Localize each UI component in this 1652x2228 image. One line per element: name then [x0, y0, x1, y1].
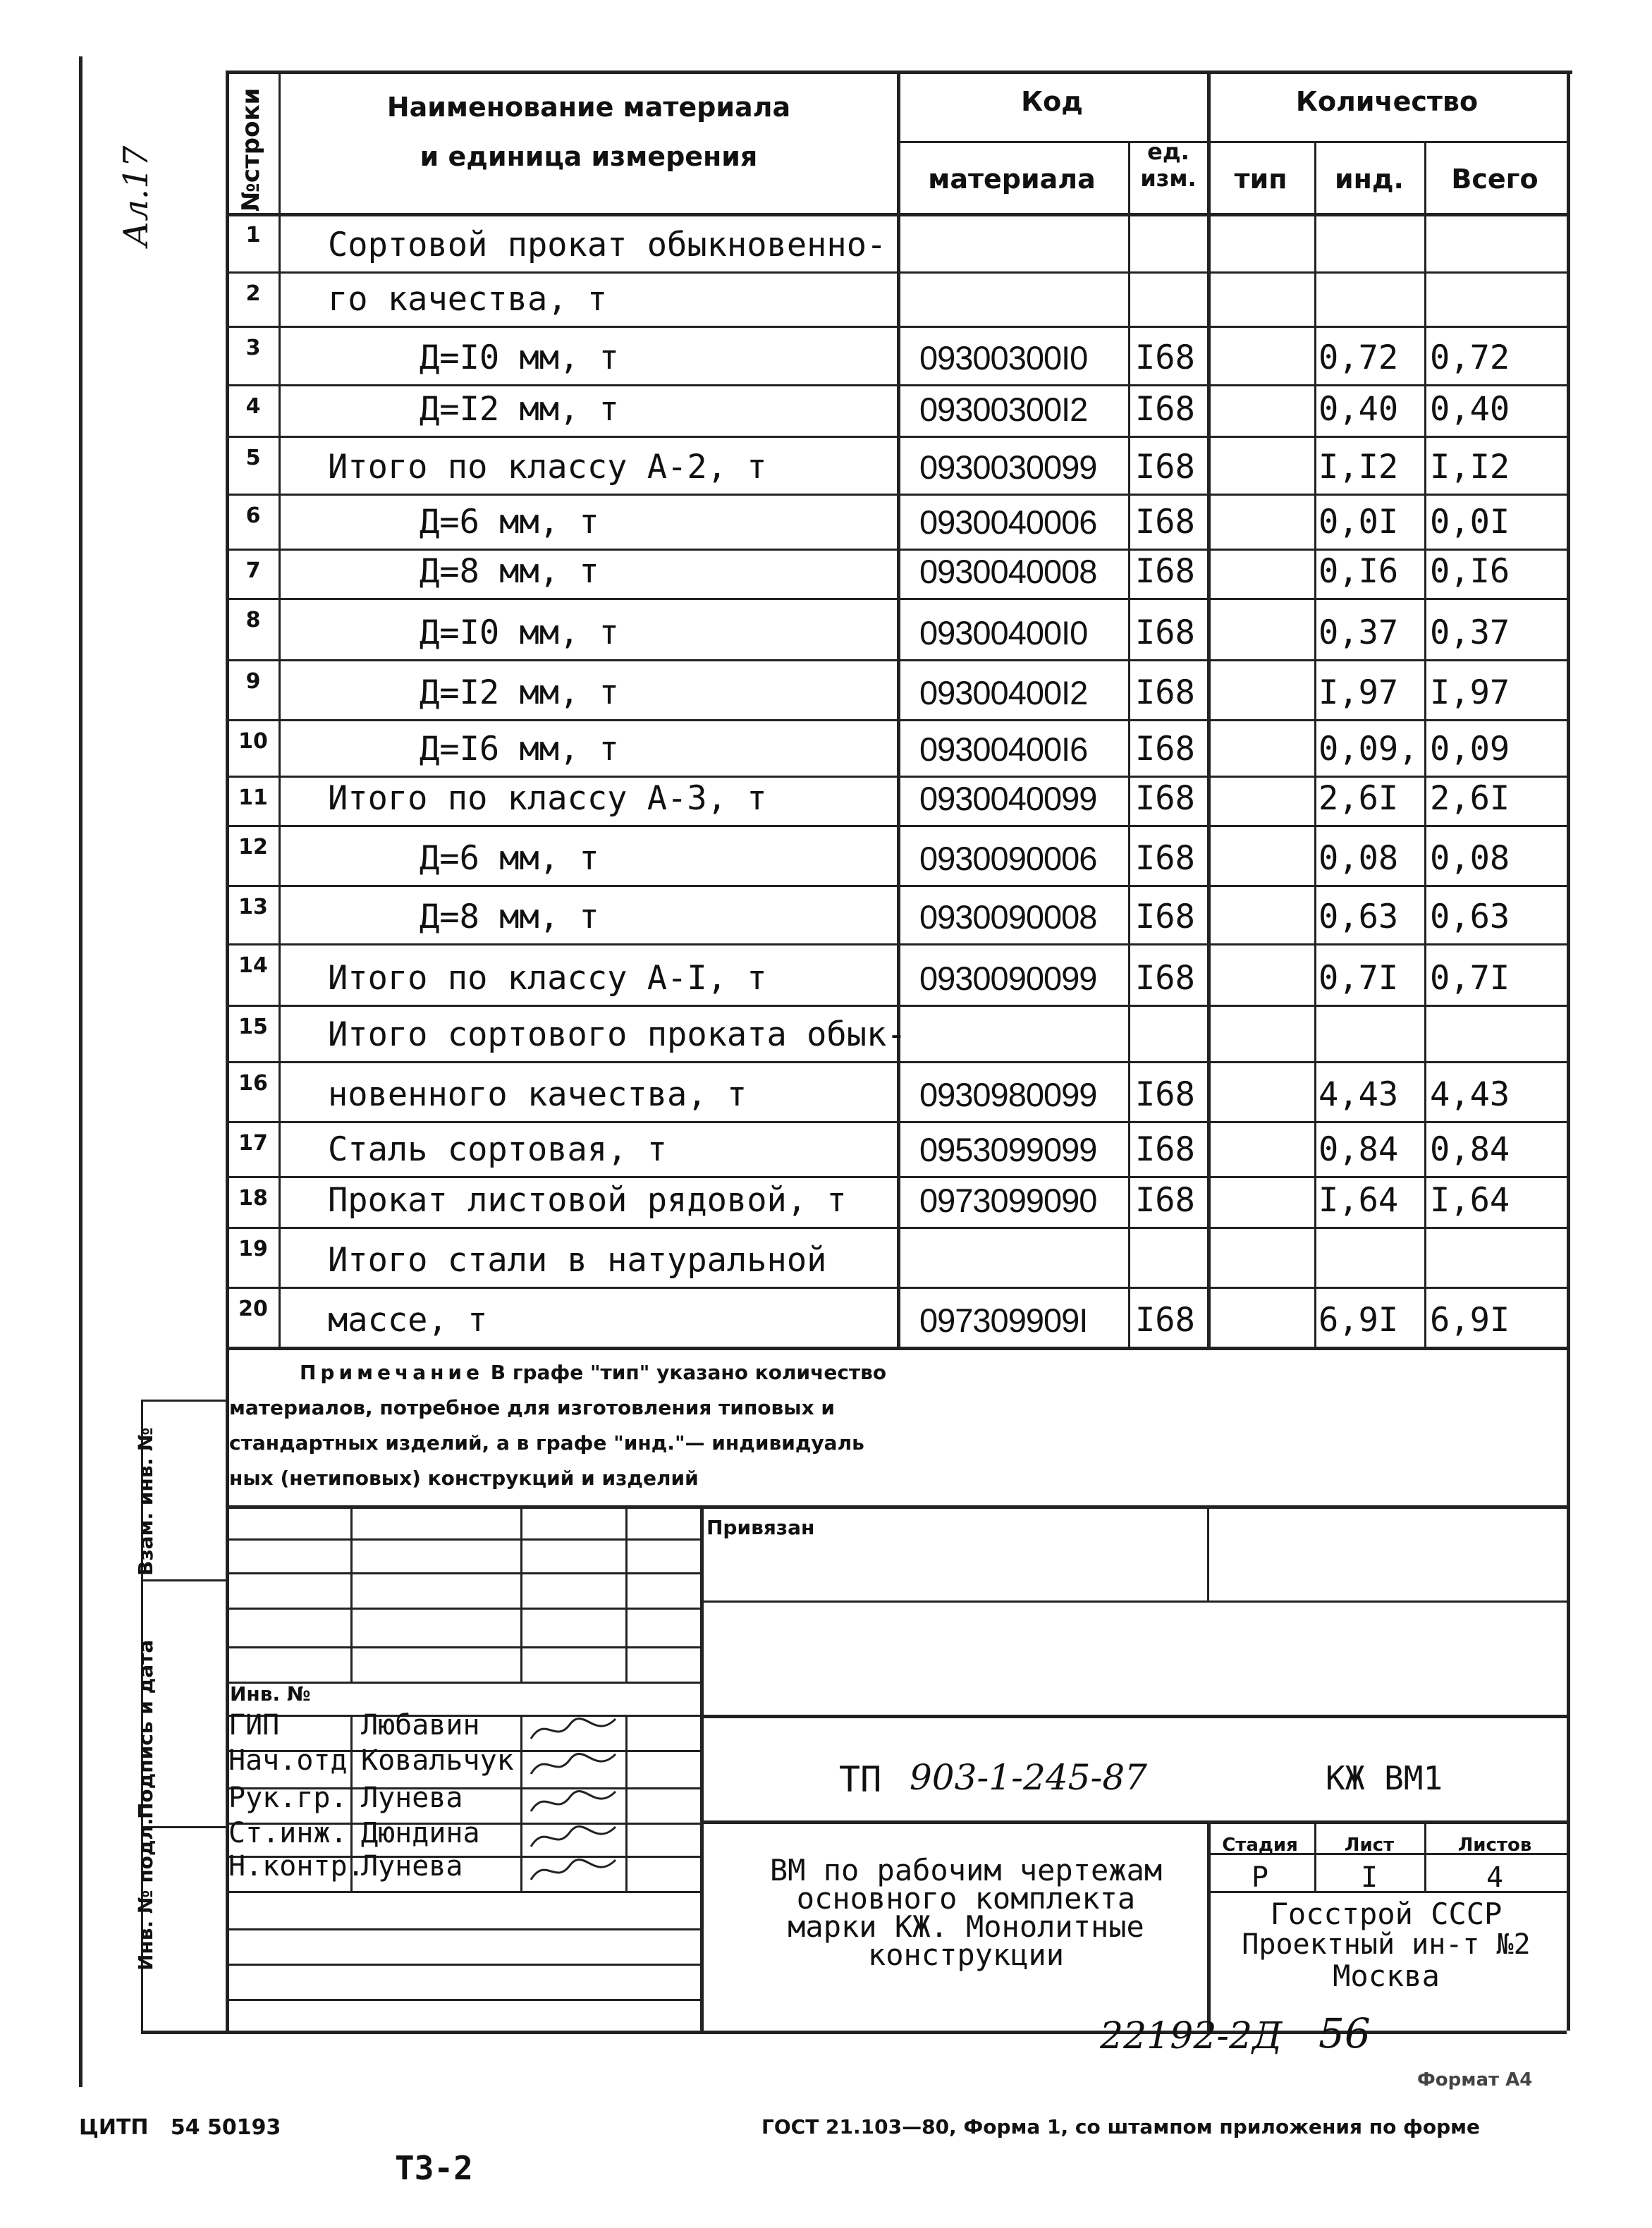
qty-ind: 0,37: [1318, 613, 1399, 652]
row-line: [226, 326, 1567, 328]
material-name: Д=I0 мм, т: [420, 338, 619, 377]
note-line2: материалов, потребное для изготовления типовых и: [229, 1396, 835, 1419]
material-name: Итого стали в натуральной: [328, 1241, 827, 1280]
row-line: [226, 885, 1567, 887]
qty-total: 4,43: [1430, 1075, 1510, 1114]
row-line: [226, 549, 1567, 551]
staff-name: Ковальчук: [361, 1744, 514, 1777]
qty-total: 0,08: [1430, 839, 1510, 878]
row-number: 9: [245, 669, 261, 694]
row-number: 17: [238, 1131, 268, 1156]
format-label: Формат А4: [1417, 2069, 1533, 2091]
unit-code: I68: [1135, 338, 1195, 377]
row-number: 12: [238, 835, 268, 859]
doc-prefix: ТП: [839, 1759, 882, 1800]
qty-ind: 2,6I: [1318, 779, 1399, 818]
staff-name: Лунева: [361, 1850, 463, 1883]
material-name: новенного качества, т: [328, 1075, 747, 1114]
staff-role: Ст.инж.: [228, 1817, 348, 1849]
side-col-div: [141, 1579, 226, 1581]
header-type: тип: [1234, 164, 1287, 195]
footer-gost: ГОСТ 21.103—80, Форма 1, со штампом приложения по форме: [761, 2115, 1480, 2138]
material-code: 0930980099: [919, 1076, 1097, 1113]
footer-left: ЦИТП 54 50193: [79, 2115, 281, 2140]
header-name-line2: и единица измерения: [420, 141, 758, 172]
row-number: 4: [245, 394, 261, 419]
header-total: Всего: [1451, 164, 1538, 195]
header-qty: Количество: [1295, 86, 1479, 117]
qty-total: 0,63: [1430, 898, 1510, 936]
stamp-row-line: [226, 1928, 700, 1930]
row-number: 14: [238, 953, 268, 978]
stamp-col-line: [625, 1505, 628, 1682]
material-name: Д=6 мм, т: [420, 503, 599, 541]
stamp-right-line: [1567, 1505, 1570, 2031]
stamp-row-line: [700, 1715, 1567, 1718]
stamp-col-line: [625, 1715, 628, 1891]
org-line-2: Проектный ин-т №2: [1242, 1928, 1531, 1961]
row-number: 18: [238, 1186, 268, 1211]
stamp-top-line: [226, 1505, 1567, 1509]
stage-label: Стадия: [1222, 1835, 1298, 1856]
row-line: [226, 825, 1567, 827]
row-line: [226, 1061, 1567, 1063]
material-name: Итого по классу А-I, т: [328, 959, 767, 998]
note-line3: стандартных изделий, а в графе "инд."— индивидуаль: [229, 1431, 864, 1455]
unit-code: I68: [1135, 779, 1195, 818]
header-unit: ед. изм.: [1140, 138, 1197, 192]
material-name: Д=6 мм, т: [420, 839, 599, 878]
unit-code: I68: [1135, 839, 1195, 878]
material-name: Д=8 мм, т: [420, 552, 599, 591]
staff-role: ГИП: [228, 1709, 280, 1742]
material-code: 09300300I2: [919, 391, 1088, 428]
row-number: 19: [238, 1237, 268, 1261]
stamp-inv-no: Инв. №: [230, 1682, 311, 1706]
qty-total: 0,I6: [1430, 552, 1510, 591]
org-line-1: Госстрой СССР: [1270, 1897, 1503, 1931]
qty-total: 6,9I: [1430, 1301, 1510, 1340]
row-number: 20: [238, 1297, 268, 1321]
unit-code: I68: [1135, 390, 1195, 429]
row-line: [226, 598, 1567, 600]
material-code: 09300400I6: [919, 730, 1088, 768]
qty-total: I,64: [1430, 1181, 1510, 1220]
sheets-label: Листов: [1457, 1835, 1532, 1856]
row-line: [226, 776, 1567, 778]
row-number: 11: [238, 785, 268, 810]
qty-ind: I,I2: [1318, 448, 1399, 486]
row-number: 15: [238, 1015, 268, 1039]
material-name: массе, т: [328, 1301, 488, 1340]
hand-code: 22192-2Д: [1100, 2015, 1283, 2057]
stamp-row-line: [226, 1999, 700, 2001]
material-code: 0953099099: [919, 1131, 1097, 1168]
qty-ind: 0,84: [1318, 1130, 1399, 1169]
material-code: 09300400I0: [919, 614, 1088, 651]
material-name: Итого по классу А-3, т: [328, 779, 767, 818]
qty-ind: 0,I6: [1318, 552, 1399, 591]
stamp-row-line: [700, 1600, 1567, 1603]
signature-icon: [527, 1785, 619, 1820]
material-name: Д=8 мм, т: [420, 898, 599, 936]
stamp-col-line: [700, 1505, 704, 2031]
material-code: 0930090008: [919, 898, 1097, 936]
qty-total: 0,09: [1430, 730, 1510, 769]
row-line: [226, 1176, 1567, 1178]
doc-mark: КЖ ВМ1: [1326, 1759, 1443, 1797]
unit-code: I68: [1135, 552, 1195, 591]
stamp-col-line: [1207, 1505, 1209, 1600]
unit-code: I68: [1135, 1181, 1195, 1220]
footer-sheet-code: ТЗ-2: [395, 2149, 473, 2187]
header-code: Код: [1021, 86, 1083, 117]
row-line: [226, 659, 1567, 661]
qty-ind: I,64: [1318, 1181, 1399, 1220]
staff-name: Любавин: [361, 1709, 480, 1742]
material-code: 0930040008: [919, 553, 1097, 590]
qty-ind: 6,9I: [1318, 1301, 1399, 1340]
stage-value: Р: [1251, 1861, 1269, 1894]
unit-code: I68: [1135, 1075, 1195, 1114]
sheets-value: 4: [1486, 1861, 1504, 1894]
title-line-2: основного комплекта: [796, 1881, 1136, 1916]
org-line-3: Москва: [1333, 1959, 1440, 1993]
qty-ind: 0,0I: [1318, 503, 1399, 541]
header-row-no: №строки: [237, 87, 265, 212]
staff-role: Нач.отд: [228, 1744, 348, 1777]
qty-ind: 0,72: [1318, 338, 1399, 377]
qty-total: 0,72: [1430, 338, 1510, 377]
unit-code: I68: [1135, 503, 1195, 541]
side-label-podpis: Подпись и дата: [134, 1639, 157, 1819]
unit-code: I68: [1135, 898, 1195, 936]
material-name: го качества, т: [328, 280, 608, 319]
qty-total: 0,84: [1430, 1130, 1510, 1169]
side-label-inv: Инв. № подл.: [134, 1818, 157, 1971]
header-ind: инд.: [1334, 164, 1404, 195]
stamp-col-line: [520, 1715, 522, 1891]
row-number: 6: [245, 503, 261, 528]
row-number: 5: [245, 446, 261, 470]
stamp-row-line: [226, 1646, 700, 1648]
stamp-row-line: [226, 1964, 700, 1966]
stamp-privyazan: Привязан: [706, 1516, 815, 1539]
staff-role: Н.контр.: [228, 1850, 365, 1883]
material-code: 0930040099: [919, 780, 1097, 817]
qty-total: I,I2: [1430, 448, 1510, 486]
unit-code: I68: [1135, 730, 1195, 769]
stamp-row-line: [226, 1891, 700, 1893]
unit-code: I68: [1135, 613, 1195, 652]
material-code: 097309909I: [919, 1302, 1088, 1339]
side-col-top: [141, 1400, 226, 1402]
signature-icon: [527, 1712, 619, 1747]
row-line: [226, 271, 1567, 274]
material-code: 0930090099: [919, 960, 1097, 997]
material-name: Сортовой прокат обыкновенно-: [328, 226, 887, 264]
sheet-value: I: [1360, 1861, 1378, 1894]
stamp-col-line: [350, 1505, 353, 1682]
side-label-vzam: Взам. инв. №: [134, 1427, 157, 1576]
stamp-row-line: [226, 1608, 700, 1610]
qty-total: I,97: [1430, 673, 1510, 712]
row-line: [226, 1227, 1567, 1229]
material-code: 0930030099: [919, 448, 1097, 486]
material-name: Д=I0 мм, т: [420, 613, 619, 652]
note-line4: ных (нетиповых) конструкций и изделий: [229, 1467, 699, 1490]
staff-role: Рук.гр.: [228, 1782, 348, 1814]
material-name: Д=I2 мм, т: [420, 390, 619, 429]
stamp-row-line: [700, 1820, 1567, 1824]
row-number: 10: [238, 729, 268, 754]
row-line: [226, 1121, 1567, 1123]
material-name: Прокат листовой рядовой, т: [328, 1181, 847, 1220]
unit-code: I68: [1135, 959, 1195, 998]
row-line: [226, 1287, 1567, 1289]
material-code: 09300300I0: [919, 339, 1088, 377]
row-line: [226, 436, 1567, 438]
doc-number: 903-1-245-87: [910, 1757, 1147, 1798]
material-name: Д=I2 мм, т: [420, 673, 619, 712]
qty-ind: 0,09,: [1318, 730, 1419, 769]
title-line-3: марки КЖ. Монолитные: [788, 1909, 1144, 1944]
material-code: 0930090006: [919, 840, 1097, 877]
sheet-label: Лист: [1344, 1835, 1395, 1856]
row-number: 13: [238, 895, 268, 919]
row-number: 1: [245, 223, 261, 247]
stamp-col-line: [520, 1505, 522, 1682]
signature-icon: [527, 1747, 619, 1782]
material-code: 09300400I2: [919, 674, 1088, 711]
qty-total: 0,40: [1430, 390, 1510, 429]
left-margin-line: [79, 56, 82, 2087]
row-number: 7: [245, 558, 261, 583]
staff-name: Дюндина: [361, 1817, 480, 1849]
title-line-1: ВМ по рабочим чертежам: [769, 1853, 1163, 1887]
row-line: [226, 384, 1567, 386]
row-line: [226, 943, 1567, 945]
header-material: материала: [928, 164, 1096, 195]
qty-ind: 0,7I: [1318, 959, 1399, 998]
row-line: [226, 1005, 1567, 1007]
unit-code: I68: [1135, 1130, 1195, 1169]
material-name: Итого сортового проката обык-: [328, 1015, 907, 1054]
page-number: 56: [1318, 2009, 1371, 2057]
staff-name: Лунева: [361, 1782, 463, 1814]
qty-ind: 0,08: [1318, 839, 1399, 878]
unit-code: I68: [1135, 448, 1195, 486]
unit-code: I68: [1135, 1301, 1195, 1340]
material-name: Д=I6 мм, т: [420, 730, 619, 769]
col-line: [1314, 141, 1316, 1347]
row-number: 3: [245, 336, 261, 360]
stamp-row-line: [226, 1572, 700, 1574]
qty-ind: 4,43: [1318, 1075, 1399, 1114]
header-name-line1: Наименование материала: [386, 92, 791, 123]
stamp-row-line: [226, 1538, 700, 1541]
qty-total: 0,7I: [1430, 959, 1510, 998]
qty-total: 2,6I: [1430, 779, 1510, 818]
signature-icon: [527, 1853, 619, 1888]
sheet-mark: Ал.17: [116, 145, 156, 247]
note-label: Примечание: [300, 1361, 484, 1384]
qty-total: 0,0I: [1430, 503, 1510, 541]
qty-ind: 0,63: [1318, 898, 1399, 936]
material-name: Сталь сортовая, т: [328, 1130, 668, 1169]
row-line: [226, 719, 1567, 721]
row-number: 8: [245, 608, 261, 632]
material-code: 0973099090: [919, 1182, 1097, 1219]
unit-code: I68: [1135, 673, 1195, 712]
row-line: [226, 1347, 1567, 1350]
row-number: 16: [238, 1071, 268, 1096]
row-line: [226, 494, 1567, 496]
row-number: 2: [245, 281, 261, 306]
qty-total: 0,37: [1430, 613, 1510, 652]
signature-icon: [527, 1820, 619, 1855]
header-split-line: [897, 141, 1567, 143]
qty-ind: 0,40: [1318, 390, 1399, 429]
note-line1-text: В графе "тип" указано количество: [490, 1361, 887, 1384]
header-bottom-border: [226, 213, 1567, 216]
note-line1: [300, 1361, 886, 1384]
material-code: 0930040006: [919, 503, 1097, 541]
qty-ind: I,97: [1318, 673, 1399, 712]
material-name: Итого по классу А-2, т: [328, 448, 767, 486]
title-line-4: конструкции: [867, 1938, 1065, 1972]
